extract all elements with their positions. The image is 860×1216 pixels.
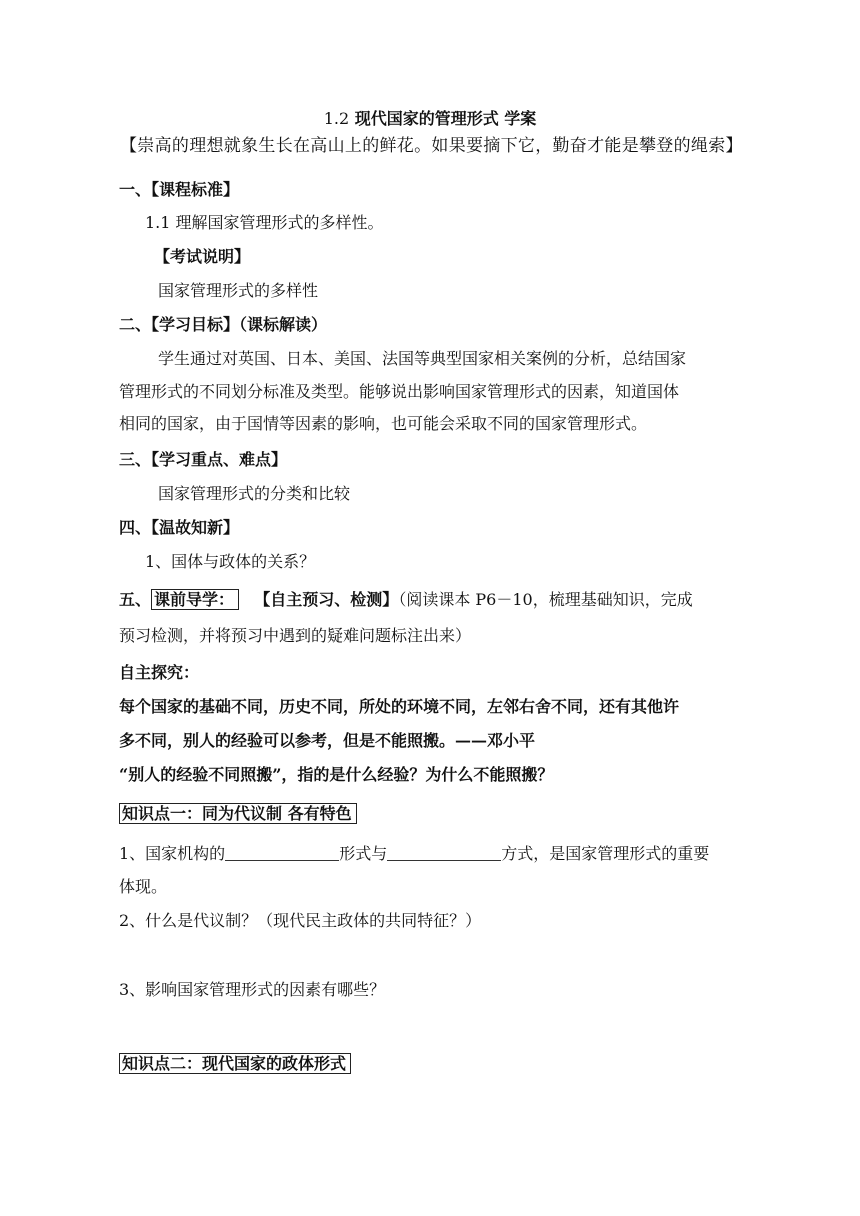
title-text: 现代国家的管理形式 学案 — [354, 109, 537, 128]
section-4-heading: 四、【温故知新】 — [119, 518, 240, 537]
section-5-bold-label: 【自主预习、检测】 — [254, 590, 399, 609]
page-title — [0, 108, 860, 130]
section-5-instruction: （阅读课本 P6－10，梳理基础知识，完成 — [398, 590, 693, 609]
section-5-heading — [119, 589, 693, 611]
section-1-heading: 一、【课程标准】 — [119, 180, 240, 199]
explore-heading: 自主探究： — [119, 663, 200, 682]
quote-line-1: 每个国家的基础不同，历史不同，所处的环境不同，左邻右舍不同，还有其他许 — [119, 697, 680, 716]
question-1-part-c: 方式，是国家管理形式的重要 — [501, 844, 710, 863]
question-3: 3、影响国家管理形式的因素有哪些？ — [119, 980, 386, 999]
section-2-heading-main: 二、【学习目标】 — [119, 315, 240, 334]
section-3-heading: 三、【学习重点、难点】 — [119, 450, 288, 469]
title-number: 1.2 — [323, 109, 350, 128]
question-1-line-2: 体现。 — [119, 877, 168, 896]
section-2-paragraph-line-3: 相同的国家，由于国情等因素的影响，也可能会采取不同的国家管理形式。 — [119, 414, 648, 433]
section-3-item: 国家管理形式的分类和比较 — [158, 484, 351, 503]
section-2-paragraph-line-2: 管理形式的不同划分标准及类型。能够说出影响国家管理形式的因素，知道国体 — [119, 382, 680, 401]
question-1-part-b: 形式与 — [339, 844, 388, 863]
exam-item: 国家管理形式的多样性 — [158, 281, 319, 300]
section-1-item: 1.1 理解国家管理形式的多样性。 — [145, 213, 384, 232]
explore-question: “别人的经验不同照搬”，指的是什么经验？为什么不能照搬？ — [119, 765, 554, 784]
exam-heading: 【考试说明】 — [154, 247, 251, 266]
section-5-boxed-label: 课前导学： — [151, 589, 239, 610]
section-5-prefix: 五、 — [119, 590, 152, 609]
section-2-paragraph-line-1: 学生通过对英国、日本、美国、法国等典型国家相关案例的分析，总结国家 — [158, 349, 687, 368]
knowledge-point-1-heading — [119, 803, 357, 825]
knowledge-point-1-label: 知识点一：同为代议制 各有特色 — [119, 803, 357, 824]
knowledge-point-2-label: 知识点二：现代国家的政体形式 — [119, 1053, 351, 1074]
question-2: 2、什么是代议制？（现代民主政体的共同特征？） — [119, 911, 482, 930]
knowledge-point-2-heading — [119, 1053, 351, 1075]
fill-blank-1[interactable] — [225, 844, 339, 861]
question-1-line-1 — [119, 843, 709, 865]
motto: 【崇高的理想就象生长在高山上的鲜花。如果要摘下它，勤奋才能是攀登的绳索】 — [120, 136, 743, 156]
section-4-item: 1、国体与政体的关系？ — [145, 552, 316, 571]
question-1-part-a: 1、国家机构的 — [119, 844, 226, 863]
section-5-instruction-line-2: 预习检测，并将预习中遇到的疑难问题标注出来） — [119, 626, 472, 645]
fill-blank-2[interactable] — [387, 844, 501, 861]
section-2-heading-tail: （课标解读） — [239, 315, 328, 334]
quote-line-2: 多不同，别人的经验可以参考，但是不能照搬。——邓小平 — [119, 731, 536, 750]
section-2-heading — [119, 314, 327, 336]
